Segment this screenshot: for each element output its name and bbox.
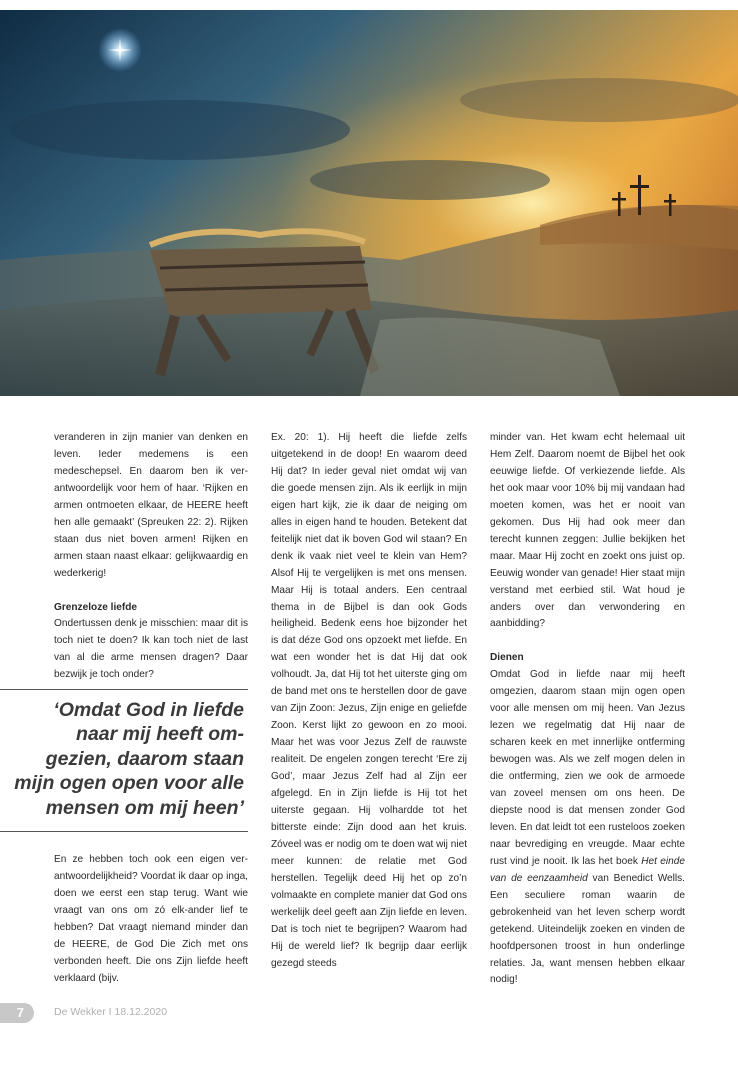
section-heading: Dienen xyxy=(490,652,524,664)
footer-text: De Wekker I 18.12.2020 xyxy=(54,1006,168,1018)
paragraph: En ze hebben toch ook een eigen ver-antwoordelijkheid? Voordat ik daar op inga, doen we eerst een stap terug. Want wie vraagt van ons om zó elk-ander lief te hebben? Dat vraagt niemand minder dan de HEERE, de God Die Zich met ons verbonden heeft. Die ons Zijn liefde heeft verklaard (bijv. xyxy=(54,854,248,984)
section-heading: Grenzeloze liefde xyxy=(54,601,138,613)
quote-line: ‘Omdat God in liefde xyxy=(53,699,244,721)
page-number: 7 xyxy=(16,1005,24,1020)
pull-quote xyxy=(0,689,248,832)
column-1-top xyxy=(54,430,248,684)
paragraph: minder van. Het kwam echt helemaal uit Hem Zelf. Daarom noemt de Bijbel het ook eeuwige liefde. Of verkiezende liefde. Als het ook maar voor 10% bij mij vandaan had moeten komen, was het er nooit van gekomen. Dus Hij had ook meer dan terecht kunnen zeggen: Jullie bekijken het maar. Maar Hij zocht en zoekt ons juist op. Eeuwig wonder van genade! Hier staat mijn verstand met eerbied stil. Wat houd je anders over dan verwondering en aanbidding? xyxy=(490,432,685,630)
text: Omdat God in liefde naar mij heeft omgezien, daarom staan mijn ogen open voor alle mensen om mij heen. Van Jezus lezen we regelmatig dat Hij naar de scharen keek en met innerlijke ontferming bewogen was. Als we zelf mogen delen in die ontferming, zien we ook de armoede van zoveel mensen om ons heen. De diepste nood is dat mensen zonder God leven. En dat leidt tot een rusteloos zoeken naar bevrediging en vreugde. Maar echte rust vind je nooit. Ik las het boek xyxy=(490,669,685,867)
quote-line: mensen om mij heen’ xyxy=(45,796,244,819)
page-footer xyxy=(0,1003,300,1023)
column-1-bottom xyxy=(54,852,248,988)
column-2 xyxy=(271,430,467,973)
hero-photo xyxy=(0,10,738,396)
paragraph: Ex. 20: 1). Hij heeft die liefde zelfs uitgetekend in de doop! En waarom deed Hij dat? In ieder geval niet omdat wij van die goede mensen zijn. Als ik eerlijk in mijn eigen hart kijk, zie ik daar de neiging om alles in eigen hand te houden. Betekent dat feitelijk niet dat ik boven God wil staan? En denk ik vaak niet veel te klein van Hem? Alsof Hij te vergelijken is met ons mensen. Maar Hij is totaal anders. Een centraal thema in de Bijbel is dan ook Gods heiligheid. Bedenk eens hoe bijzonder het is dat déze God ons opzoekt met liefde. En wat een wonder het is dat Hij dat ook volhoudt. Ja, dat Hij tot het uiterste ging om de band met ons te herstellen door de gave van Zijn Zoon: Jezus, Zijn enige en geliefde Zoon. Kerst lijkt zo gewoon en zo mooi. Maar het was voor Jezus Zelf de rauwste realiteit. De engelen zongen terecht ‘Ere zij God’, maar Jezus Zelf had al Zijn eer afgelegd. En in Zijn liefde is Hij tot het uiterste gegaan. Hij volhardde tot het bitterste einde: Zijn dood aan het kruis. Zóveel was er nodig om te doen wat wij niet meer kunnen: de relatie met God herstellen. Tegelijk deed Hij het op zo’n volmaakte en complete manier dat God ons werkelijk deel geeft aan Zijn liefde en leven. Dat is toch niet te begrijpen? Waarom had Hij de wereld lief? Ik begrijp daar eerlijk gezegd steeds xyxy=(271,432,467,969)
book-title: Het einde van de eenzaamheid xyxy=(490,855,685,884)
quote-line: gezien, daarom staan xyxy=(45,747,244,770)
text: van Benedict Wells. Een seculiere roman waarin de gebrokenheid van het leven scherp wordt getekend. Uiteindelijk zoeken en vinden de hoofdpersonen troost in hun onderlinge relaties. Ja, want mensen hebben elkaar nodig! xyxy=(490,872,685,986)
quote-line: mijn ogen open voor alle xyxy=(14,772,244,795)
paragraph: Ondertussen denk je misschien: maar dit is toch niet te doen? Ik kan toch niet de last van al die arme mensen dragen? Daar bezwijk je toch onder? xyxy=(54,618,248,681)
paragraph: veranderen in zijn manier van denken en leven. Ieder medemens is een medeschepsel. En daarom ben ik ver-antwoordelijk voor hem of haar. ‘Rijken en armen ontmoeten elkaar, de HEERE heeft hen alle gemaakt’ (Spreuken 22: 2). Rijken staan dus niet boven armen! Rijken en armen staan naast elkaar: gelijkwaardig en wederkerig! xyxy=(54,432,248,579)
quote-line: naar mij heeft om- xyxy=(76,723,244,746)
page-number-tab xyxy=(0,1003,34,1023)
paragraph xyxy=(490,667,685,989)
column-3 xyxy=(490,430,685,989)
